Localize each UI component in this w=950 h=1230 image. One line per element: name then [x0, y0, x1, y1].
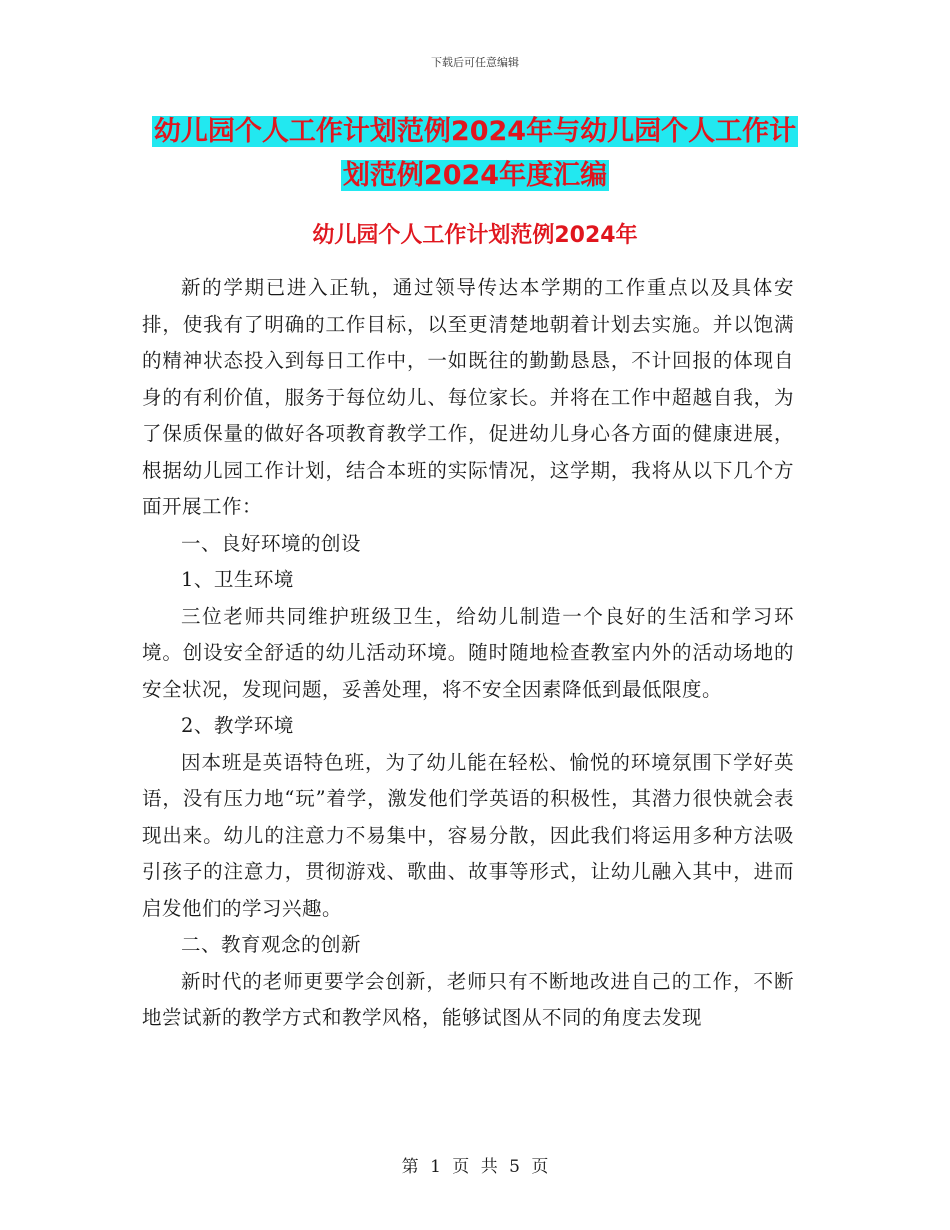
paragraph-teaching: 因本班是英语特色班，为了幼儿能在轻松、愉悦的环境氛围下学好英语，没有压力地“玩”着学，激发他们学英语的积极性，其潜力很快就会表现出来。幼儿的注意力不易集中，容易分散，因此我们将运用多种方法吸引孩子的注意力，贯彻游戏、歌曲、故事等形式，让幼儿融入其中，进而启发他们的学习兴趣。 — [142, 750, 794, 920]
heading-environment: 一、良好环境的创设 — [181, 531, 362, 555]
header-note: 下载后可任意编辑 — [431, 56, 519, 69]
document-body — [142, 270, 794, 1037]
subheading-hygiene: 1、卫生环境 — [181, 568, 294, 591]
page-indicator: 第 1 页 共 5 页 — [401, 1157, 549, 1177]
document-title-line-1: 幼儿园个人工作计划范例2024年与幼儿园个人工作计 — [153, 116, 797, 147]
paragraph-intro: 新的学期已进入正轨，通过领导传达本学期的工作重点以及具体安排，使我有了明确的工作目标，以至更清楚地朝着计划去实施。并以饱满的精神状态投入到每日工作中，一如既往的勤勤恳恳，不计回报的体现自身的有利价值，服务于每位幼儿、每位家长。并将在工作中超越自我，为了保质保量的做好各项教育教学工作，促进幼儿身心各方面的健康进展，根据幼儿园工作计划，结合本班的实际情况，这学期，我将从以下几个方面开展工作： — [142, 276, 794, 518]
document-title — [140, 110, 810, 198]
document-title-line-2: 划范例2024年度汇编 — [342, 160, 608, 191]
paragraph-hygiene: 三位老师共同维护班级卫生，给幼儿制造一个良好的生活和学习环境。创设安全舒适的幼儿活动环境。随时随地检查教室内外的活动场地的安全状况，发现问题，妥善处理，将不安全因素降低到最低限度。 — [142, 604, 794, 701]
heading-innovation: 二、教育观念的创新 — [181, 933, 362, 956]
paragraph-innovation: 新时代的老师更要学会创新，老师只有不断地改进自己的工作，不断地尝试新的教学方式和教学风格，能够试图从不同的角度去发现 — [142, 969, 794, 1029]
subheading-teaching: 2、教学环境 — [181, 714, 294, 737]
section-title: 幼儿园个人工作计划范例2024年 — [312, 223, 638, 248]
